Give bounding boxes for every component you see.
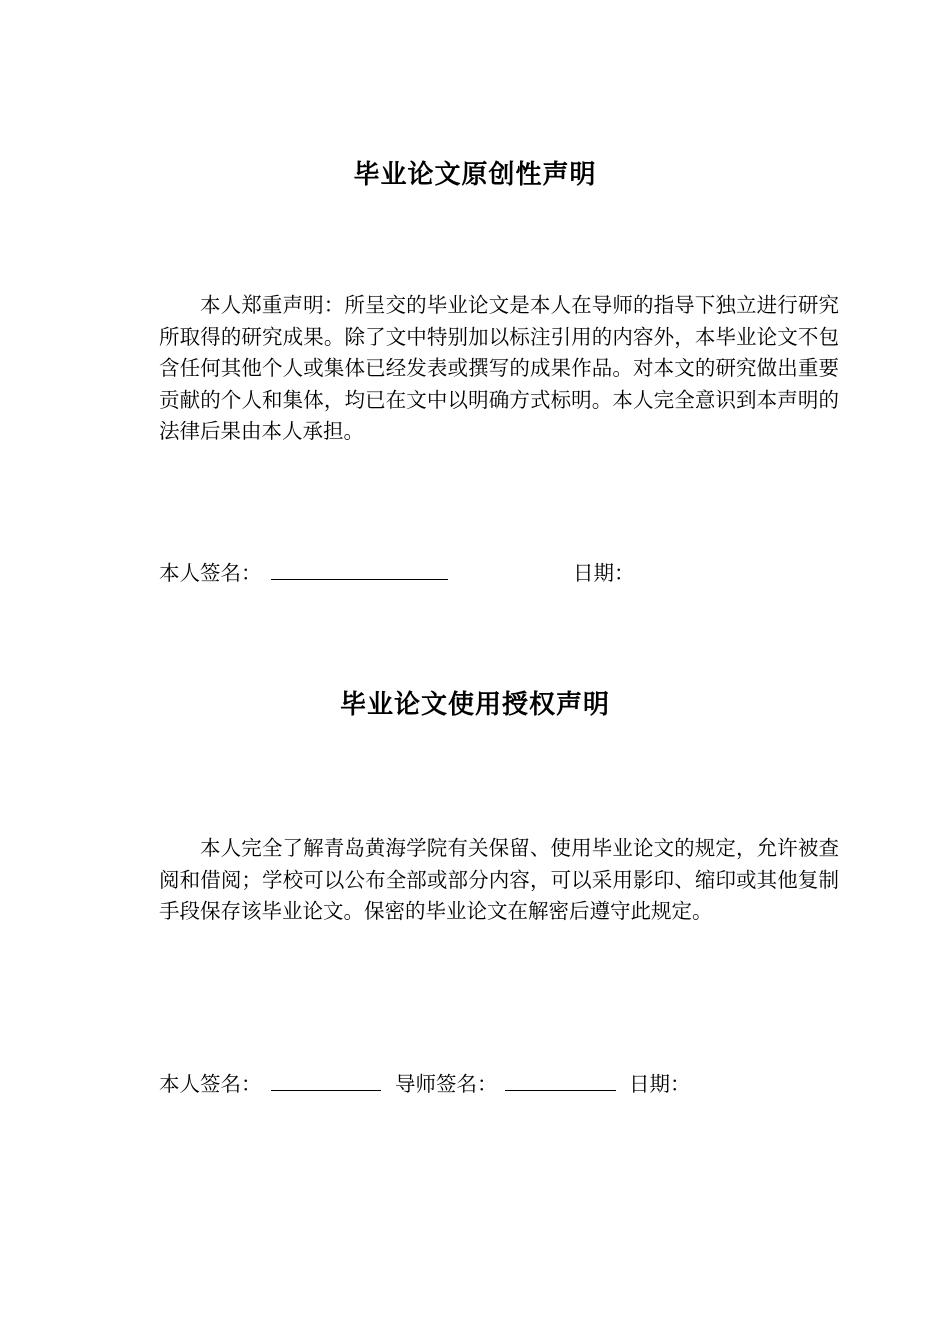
signature-label: 本人签名： xyxy=(159,561,262,585)
originality-signature-row xyxy=(159,557,859,589)
date-label: 日期： xyxy=(573,561,635,585)
signature-line xyxy=(271,1090,381,1091)
authorization-signature-row xyxy=(159,1068,859,1100)
signature-line xyxy=(271,579,448,580)
advisor-signature-line xyxy=(505,1090,616,1091)
authorization-title: 毕业论文使用授权声明 xyxy=(339,690,610,720)
originality-body: 本人郑重声明：所呈交的毕业论文是本人在导师的指导下独立进行研究所取得的研究成果。除了文中特别加以标注引用的内容外，本毕业论文不包含任何其他个人或集体已经发表或撰写的成果作品。对本文的研究做出重要贡献的个人和集体，均已在文中以明确方式标明。本人完全意识到本声明的法律后果由本人承担。 xyxy=(159,293,839,443)
advisor-signature-label: 导师签名： xyxy=(395,1072,498,1096)
date-label: 日期： xyxy=(629,1072,691,1096)
authorization-body: 本人完全了解青岛黄海学院有关保留、使用毕业论文的规定，允许被查阅和借阅；学校可以公布全部或部分内容，可以采用影印、缩印或其他复制手段保存该毕业论文。保密的毕业论文在解密后遵守此规定。 xyxy=(159,836,839,923)
originality-title: 毕业论文原创性声明 xyxy=(353,160,597,190)
signature-label: 本人签名： xyxy=(159,1072,262,1096)
